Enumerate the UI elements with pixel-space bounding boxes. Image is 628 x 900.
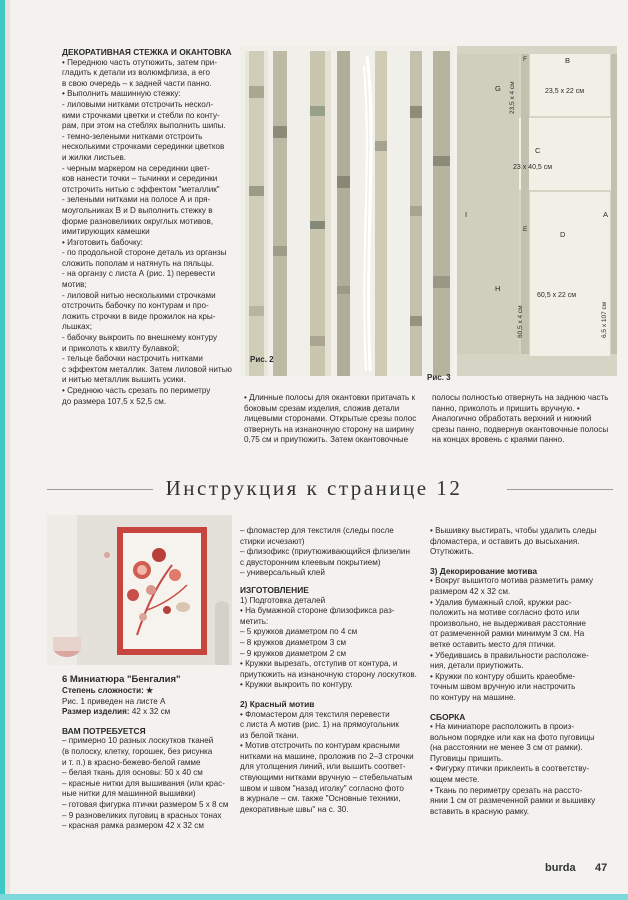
text-line: • На миниатюре расположить в произ- [430,722,575,732]
pattern-note: Рис. 1 приведен на листе А [62,696,166,706]
text-line: - темно-зелеными нитками отстроить [62,131,203,141]
text-line: - бабочку выкроить по внешнему контуру [62,333,217,343]
section-title: Инструкция к странице 12 [165,476,463,500]
text-line: от размеченной рамки минимум 3 см. На [430,629,585,639]
text-line: нитками на машине, проложив по 2–3 строчки [240,751,414,761]
text-line: Пуговицы пришить. [430,753,504,763]
size-value: 42 х 32 см [131,707,171,717]
text-line: • Мотив отстрочить по контурам красными [240,741,400,751]
text-line: ния, детали приутюжить. [430,661,524,671]
difficulty-label: Степень сложности: [62,686,144,695]
text-line: сложить пополам и натянуть на пяльцы. [62,258,214,268]
materials-heading: ВАМ ПОТРЕБУЕТСЯ [62,725,146,736]
label-A: A [603,210,609,219]
section-heading: ДЕКОРАТИВНАЯ СТЕЖКА И ОКАНТОВКА [62,47,232,57]
text-line: произвольно, не выдерживая расстояние [430,618,586,628]
label-G: G [495,84,501,93]
list-item: – красные нитки для вышивания (или крас- [62,778,225,788]
text-line: - лиловой нитью несколькими строчками [62,290,216,300]
text-line: для утолщения линий, или вышить соответ- [240,762,406,772]
text-line: несколькими строчками серединки цветков [62,142,225,152]
text-line: кими строчками цветки и стебли по конту- [62,110,220,120]
list-item: – универсальный клей [240,568,325,578]
text-line: • На бумажной стороне флизофикса раз- [240,606,395,616]
text-line: - зелеными нитками на полосе А и пря- [62,195,211,205]
text-line: - лиловыми нитками отстрочить нескол- [62,99,214,109]
label-G-size: 23,5 х 4 см [509,81,516,114]
text-line: вольном порядке или как на фото пуговицы [430,732,595,742]
text-line: • Фломастером для текстиля перевести [240,709,390,719]
title-rule-right [507,489,613,490]
text-line: с эффектом металлик. Затем лиловой нитью [62,364,232,374]
text-line: фломастера, и оставить до высыхания. [430,536,580,546]
text-line: и приколоть к квилту булавкой; [62,343,180,353]
figure-3-shapes [457,46,617,376]
text-line: • Изготовить бабочку: [62,237,143,247]
text-line: по контуру на машине. [430,692,516,702]
materials-list-continued [240,526,426,579]
figure-2-stripes [240,46,454,376]
text-line: - тельце бабочки настрочить нитками [62,354,203,364]
text-line: (на расстоянии не менее 3 см от рамки). [430,743,583,753]
text-line: • Переднюю часть отутюжить, затем при- [62,57,218,67]
text-line: декоративные швы" на с. 30. [240,804,349,814]
list-item: (в полоску, клетку, горошек, без рисунка [62,746,213,756]
text-line: • Кружки выкроить по контуру. [240,680,353,690]
top-left-column [62,47,234,407]
label-C: C [535,146,541,155]
text-line: льшках; [62,322,92,332]
bottom-column-2 [240,526,426,815]
top-middle-text: • Длинные полосы для окантовки притачать к боковым срезам изделия, сложив детали лицевыми сторонами. Открытые срезы полос отвернуть на изнаночную сторону на ширину 0,75 см и приутюжить. Затем окантовочные [244,393,417,445]
label-B-size: 23,5 х 22 см [545,88,585,95]
step-1-text [240,606,426,691]
text-line: и нитью металлик вышить усики. [62,375,186,385]
text-line: приутюжить на изнаночную сторону лоскутков. [240,669,417,679]
page-edge-bottom [0,894,628,900]
text-line: точным швом вручную или настрочить [430,682,576,692]
label-H: H [495,284,501,293]
text-line: - на органзу с листа А (рис. 1) перевести [62,269,216,279]
text-line: ков нанести точки – тычинки и серединки [62,174,218,184]
text-line: • Выполнить машинную стежку: [62,89,181,99]
text-line: - по продольной стороне деталь из органзы [62,248,227,258]
figure-2-caption: Рис. 2 [250,355,274,364]
text-line: ющем месте. [430,775,480,785]
list-item: – флизофикс (приутюживающийся флизелин [240,547,410,557]
step-3-text [430,576,612,703]
text-line: янии 1 см от размеченной рамки и вышивку [430,796,596,806]
product-photo [47,515,232,665]
bottom-column-3 [430,526,612,817]
label-B: B [565,56,571,65]
text-line: • Вышивку выстирать, чтобы удалить следы [430,526,597,535]
text-line: мотив; [62,280,87,290]
text-line: • Кружки вырезать, отступив от контура, и [240,659,398,669]
text-line: с листа А мотив (рис. 1) на прямоугольник [240,720,399,730]
text-line: – 8 кружков диаметром 3 см [240,637,347,647]
top-left-text [62,58,234,408]
page-edge-left [0,0,10,900]
step-2-text [240,710,426,816]
difficulty-star: ★ [146,686,154,695]
list-item: ные нитки для машинной вышивки) [62,789,196,799]
label-I: I [465,210,468,219]
text-line: рам, при этом на стеблях выполнить шипы. [62,121,226,131]
label-A-size: 6,5 х 107 см [601,301,608,338]
bottom-column-1 [62,674,238,832]
wash-step-text [430,526,612,558]
text-line: • Ткань по периметру срезать на рассто- [430,785,583,795]
label-F: F [523,56,527,63]
materials-list [62,736,238,831]
text-line: положить на мотиве согласно фото или [430,608,580,618]
text-line: • Удалив бумажный слой, кружки рас- [430,597,572,607]
text-line: в журнале – см. также "Основные техники, [240,794,401,804]
step-2-heading: 2) Красный мотив [240,698,315,709]
assembly-text [430,722,612,817]
assembly-heading: СБОРКА [430,711,466,722]
figure-3-caption: Рис. 3 [427,373,451,382]
text-line: размером 42 х 32 см. [430,586,511,596]
text-line: из белой ткани. [240,730,299,740]
text-line: – 5 кружков диаметром по 4 см [240,627,358,637]
text-line: Отутюжить. [430,547,474,557]
label-H-size: 60,5 х 4 см [517,305,524,338]
text-line: вставить в красную рамку. [430,806,530,816]
text-line: - черным маркером на серединки цвет- [62,163,210,173]
list-item: – красная рамка размером 42 х 32 см [62,821,204,831]
text-line: отстрочить нитью с эффектом "металлик" [62,184,220,194]
figure-3-diagram [457,46,617,376]
text-line: швом и швом "назад иголку" согласно фото [240,783,404,793]
text-line: • Вокруг вышитого мотива разметить рамку [430,576,594,586]
list-item: – белая ткань для основы: 50 х 40 см [62,768,203,778]
text-line: и жилки листьев. [62,152,127,162]
text-line: • Убедившись в правильности расположе- [430,650,589,660]
label-D-size: 60,5 х 22 см [537,292,577,299]
text-line: моугольниках В и D выполнить стежку в [62,205,213,215]
step-3-heading: 3) Декорирование мотива [430,565,538,576]
text-line: гладить к детали из волюмфлиза, а его [62,68,211,78]
list-item: с двусторонним клеевым покрытием) [240,557,381,567]
step-1-heading: 1) Подготовка деталей [240,595,326,605]
photo-illustration [47,515,232,665]
project-title: 6 Миниатюра "Бенгалия" [62,674,181,685]
list-item: стирки исчезают) [240,536,305,546]
size-label: Размер изделия: [62,707,130,717]
text-line: • Среднюю часть срезать по периметру [62,386,211,395]
brand-logo: burda [545,862,576,874]
list-item: – примерно 10 разных лоскутков тканей [62,736,214,746]
label-C-size: 23 х 40,5 см [513,164,553,171]
text-line: • Фигурку птички приклеить в соответству- [430,764,590,774]
list-item: – готовая фигурка птички размером 5 х 8 см [62,799,229,809]
text-line: – 9 кружков диаметром 2 см [240,648,347,658]
text-line: ветке оставить место для птички. [430,639,556,649]
page-number: 47 [595,862,608,874]
text-line: ствующими нитками вручную – стебельчатым [240,773,413,783]
text-line: отстрочить бабочку по контурам и про- [62,301,209,311]
making-heading: ИЗГОТОВЛЕНИЕ [240,584,309,595]
top-right-text: полосы полностью отвернуть на заднюю часть панно, приколоть и пришить вручную. • Аналогично обработать верхний и нижний срезы панно, подвернув окантовочные полосы на концах вровень с краями панно. [432,393,609,445]
stripe-group [245,51,450,376]
text-line: • Кружки по контуру обшить краеобме- [430,671,576,681]
text-line: в свою очередь – к задней части панно. [62,78,212,88]
text-line: ложить строчки в виде прожилок на кры- [62,311,216,321]
text-line: форме разновеликих округлых мотивов, [62,216,214,226]
text-line: метить: [240,616,269,626]
text-line: до размера 107,5 х 52,5 см. [62,396,167,406]
list-item: – 9 разновеликих пуговиц в красных тонах [62,810,222,820]
list-item: – фломастер для текстиля (следы после [240,526,394,535]
list-item: и т. п.) в красно-бежево-белой гамме [62,757,201,767]
label-E: E [523,226,528,233]
label-D: D [560,230,566,239]
text-line: имитирующих камешки [62,227,150,237]
